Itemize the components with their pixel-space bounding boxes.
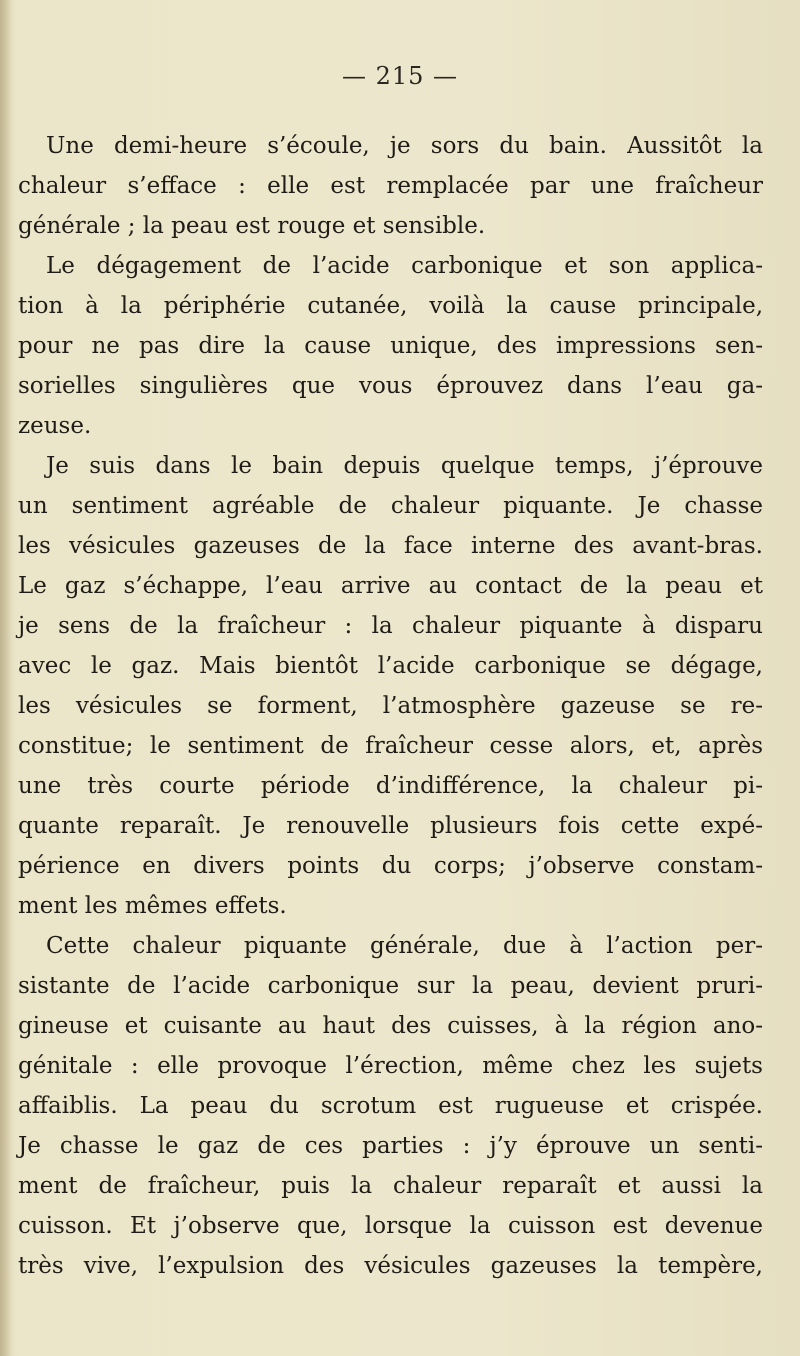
text-line: Je suis dans le bain depuis quelque temps, j’éprouve: [46, 453, 763, 479]
text-line: ment les mêmes effets.: [18, 893, 287, 919]
text-line: périence en divers points du corps; j’observe constam-: [18, 853, 763, 879]
text-line: Une demi-heure s’écoule, je sors du bain. Aussitôt la: [46, 133, 763, 159]
text-line: je sens de la fraîcheur : la chaleur piquante à disparu: [18, 613, 763, 639]
text-line: générale ; la peau est rouge et sensible.: [18, 213, 486, 239]
text-line: un sentiment agréable de chaleur piquante. Je chasse: [18, 493, 763, 519]
text-line: pour ne pas dire la cause unique, des impressions sen-: [18, 333, 763, 359]
text-line: sorielles singulières que vous éprouvez dans l’eau ga-: [18, 373, 763, 399]
text-line: Le dégagement de l’acide carbonique et son applica-: [46, 253, 763, 279]
text-line: zeuse.: [18, 413, 92, 439]
text-line: génitale : elle provoque l’érection, même chez les sujets: [18, 1053, 763, 1079]
text-line: les vésicules se forment, l’atmosphère gazeuse se re-: [18, 693, 763, 719]
text-line: Je chasse le gaz de ces parties : j’y éprouve un senti-: [18, 1133, 763, 1159]
text-line: une très courte période d’indifférence, la chaleur pi-: [18, 773, 763, 799]
text-line: avec le gaz. Mais bientôt l’acide carbonique se dégage,: [18, 653, 763, 679]
page-gutter-shadow: [0, 0, 12, 1356]
text-line: chaleur s’efface : elle est remplacée par une fraîcheur: [18, 173, 763, 199]
text-line: constitue; le sentiment de fraîcheur cesse alors, et, après: [18, 733, 763, 759]
text-line: sistante de l’acide carbonique sur la peau, devient pruri-: [18, 973, 763, 999]
text-line: ment de fraîcheur, puis la chaleur reparaît et aussi la: [18, 1173, 763, 1199]
text-line: tion à la périphérie cutanée, voilà la cause principale,: [18, 293, 763, 319]
text-line: Le gaz s’échappe, l’eau arrive au contact de la peau et: [18, 573, 763, 599]
text-line: les vésicules gazeuses de la face interne des avant-bras.: [18, 533, 763, 559]
text-line: quante reparaît. Je renouvelle plusieurs fois cette expé-: [18, 813, 763, 839]
text-line: affaiblis. La peau du scrotum est rugueuse et crispée.: [18, 1093, 763, 1119]
text-line: très vive, l’expulsion des vésicules gazeuses la tempère,: [18, 1253, 763, 1279]
text-line: Cette chaleur piquante générale, due à l’action per-: [46, 933, 763, 959]
page-number: — 215 —: [341, 62, 459, 90]
text-line: cuisson. Et j’observe que, lorsque la cuisson est devenue: [18, 1213, 763, 1239]
text-line: gineuse et cuisante au haut des cuisses, à la région ano-: [18, 1013, 763, 1039]
